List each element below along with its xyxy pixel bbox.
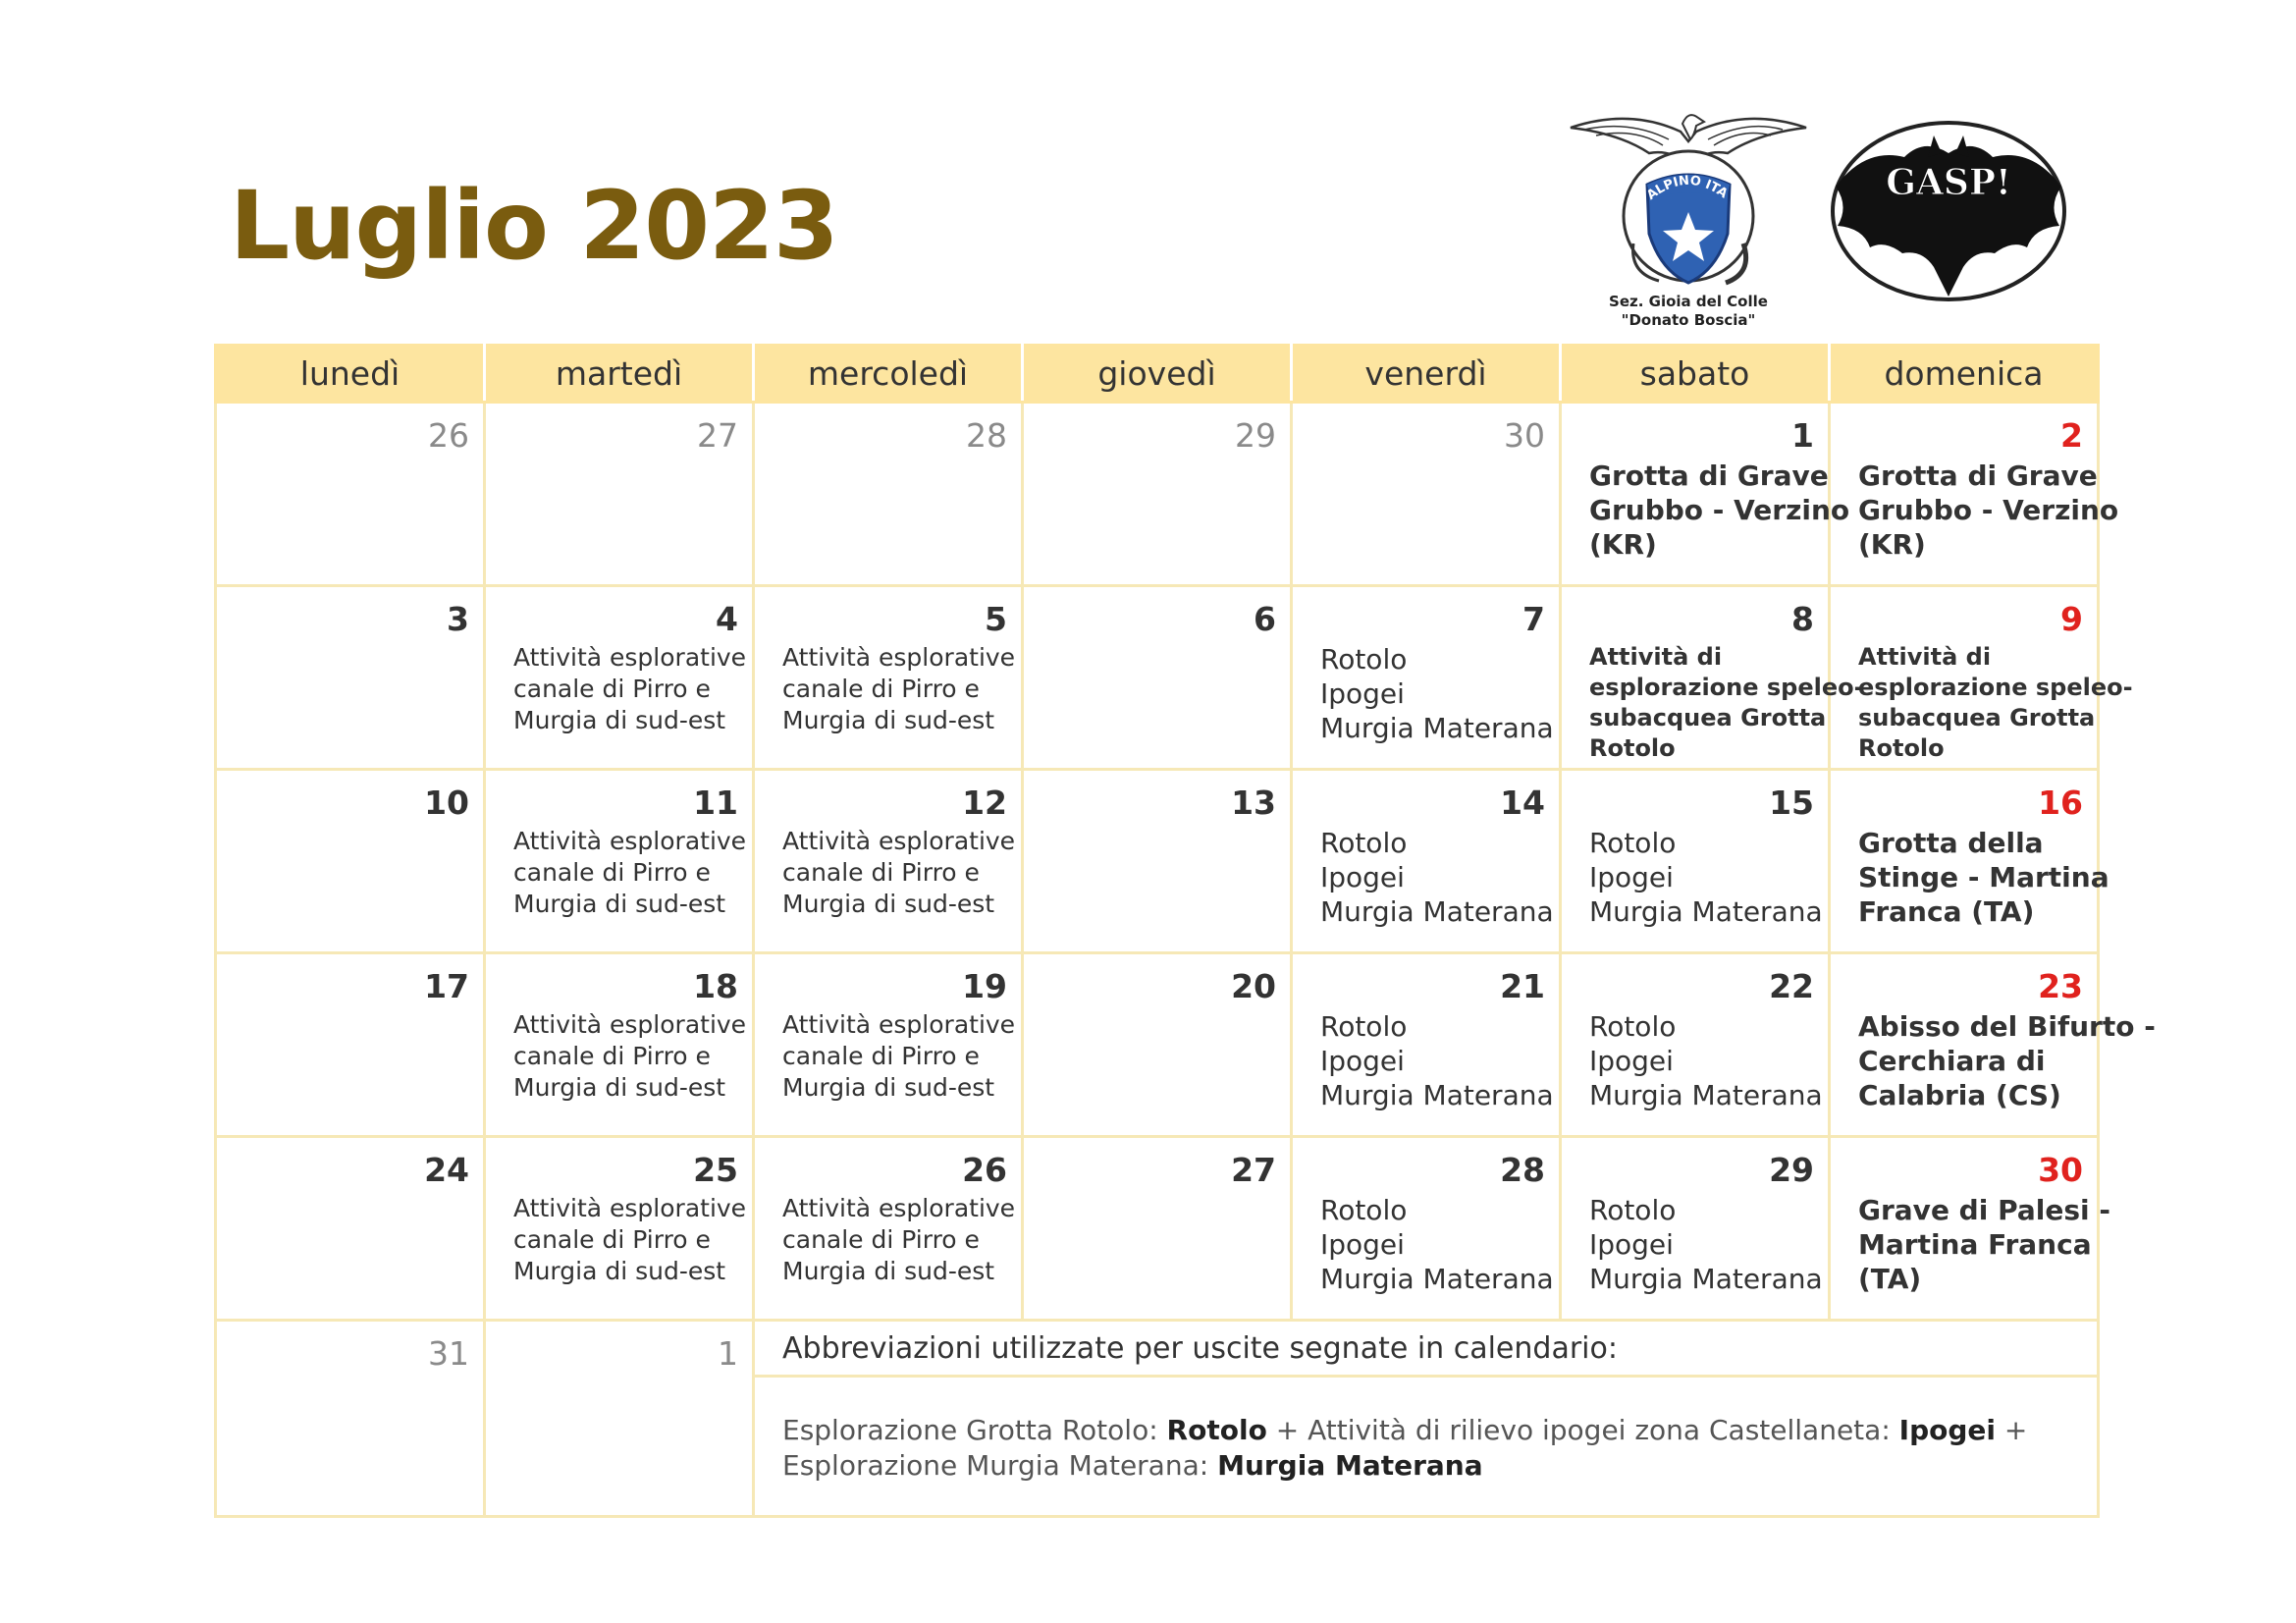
day-number: 23 xyxy=(2038,967,2083,1005)
event-line: Murgia Materana xyxy=(1320,1263,1554,1295)
day-cell xyxy=(485,953,754,1137)
day-number: 20 xyxy=(1231,967,1276,1005)
event-line: Attività esplorative xyxy=(782,1194,1016,1222)
event-text xyxy=(1831,455,2119,562)
day-number: 3 xyxy=(447,600,469,638)
event-line: Murgia Materana xyxy=(1589,1263,1823,1295)
event-text xyxy=(1831,822,2109,929)
legend-abbr-murgia: Murgia Materana xyxy=(1217,1449,1483,1482)
event-text xyxy=(1293,1189,1559,1296)
day-cell xyxy=(1561,1137,1830,1321)
day-number: 28 xyxy=(1500,1151,1545,1189)
event-line: Rotolo xyxy=(1858,734,1945,762)
event-line: (TA) xyxy=(1858,1263,1922,1295)
event-line: Ipogei xyxy=(1589,861,1674,893)
event-line: (KR) xyxy=(1858,528,1926,561)
legend-title: Abbreviazioni utilizzate per uscite segnate in calendario: xyxy=(782,1331,1618,1366)
day-number: 14 xyxy=(1500,784,1545,822)
event-line: Grubbo - Verzino xyxy=(1858,494,2119,526)
event-line: Rotolo xyxy=(1320,1010,1408,1043)
day-number: 10 xyxy=(424,784,469,822)
event-text xyxy=(486,1189,752,1287)
event-line: Murgia Materana xyxy=(1320,1079,1554,1111)
day-cell xyxy=(1292,770,1561,953)
event-line: Murgia Materana xyxy=(1320,712,1554,744)
day-cell xyxy=(1292,586,1561,770)
day-cell xyxy=(1023,1137,1292,1321)
day-number: 8 xyxy=(1791,600,1814,638)
event-line: Grave di Palesi - xyxy=(1858,1194,2110,1226)
day-number: 15 xyxy=(1769,784,1814,822)
day-number: 29 xyxy=(1235,416,1276,455)
legend-abbr-ipogei: Ipogei xyxy=(1898,1414,1996,1446)
legend-title-cell xyxy=(754,1321,2099,1377)
day-cell xyxy=(485,403,754,586)
event-line: Attività esplorative xyxy=(513,827,747,855)
calendar-week-5 xyxy=(216,1137,2099,1321)
weekday-4: venerdì xyxy=(1292,346,1561,403)
event-text xyxy=(486,822,752,920)
day-cell xyxy=(1292,1137,1561,1321)
event-text xyxy=(486,638,752,736)
day-cell xyxy=(1561,953,1830,1137)
day-cell xyxy=(1292,403,1561,586)
event-line: Rotolo xyxy=(1320,1194,1408,1226)
cai-eagle-shield-icon xyxy=(1561,106,1816,298)
event-text xyxy=(1562,455,1850,562)
day-number: 1 xyxy=(718,1334,738,1373)
event-line: Rotolo xyxy=(1589,1194,1677,1226)
event-line: Grubbo - Verzino xyxy=(1589,494,1850,526)
event-line: Abisso del Bifurto - xyxy=(1858,1010,2156,1043)
gaspi-logo xyxy=(1826,118,2071,304)
weekday-header xyxy=(216,346,2099,403)
day-cell xyxy=(485,1137,754,1321)
weekday-0: lunedì xyxy=(216,346,485,403)
event-line: Cerchiara di xyxy=(1858,1045,2046,1077)
event-line: Murgia di sud-est xyxy=(513,706,726,734)
event-text xyxy=(1293,1005,1559,1112)
day-cell xyxy=(1561,403,1850,586)
day-number: 31 xyxy=(428,1334,469,1373)
event-line: Murgia Materana xyxy=(1320,895,1554,928)
day-cell-31 xyxy=(216,1321,485,1517)
event-line: Murgia di sud-est xyxy=(782,1073,995,1102)
day-number: 26 xyxy=(962,1151,1007,1189)
day-number: 17 xyxy=(424,967,469,1005)
day-cell xyxy=(216,770,485,953)
event-line: canale di Pirro e xyxy=(513,675,711,703)
event-line: Murgia Materana xyxy=(1589,895,1823,928)
event-line: Attività esplorative xyxy=(782,643,1016,672)
event-line: Attività esplorative xyxy=(513,1194,747,1222)
day-cell xyxy=(216,953,485,1137)
event-line: canale di Pirro e xyxy=(782,675,980,703)
day-number: 27 xyxy=(697,416,738,455)
event-line: Attività esplorative xyxy=(513,1010,747,1039)
day-cell xyxy=(754,403,1023,586)
event-line: Ipogei xyxy=(1320,677,1405,710)
gaspi-bat-icon xyxy=(1826,118,2071,304)
event-line: Stinge - Martina xyxy=(1858,861,2109,893)
day-number: 1 xyxy=(1791,416,1814,455)
day-number: 12 xyxy=(962,784,1007,822)
event-text xyxy=(1831,1005,2156,1112)
day-cell xyxy=(1561,770,1830,953)
weekday-5: sabato xyxy=(1561,346,1830,403)
event-line: Rotolo xyxy=(1320,643,1408,676)
event-line: (KR) xyxy=(1589,528,1657,561)
day-cell xyxy=(1561,586,1864,770)
event-line: Attività esplorative xyxy=(782,1010,1016,1039)
event-line: canale di Pirro e xyxy=(513,858,711,887)
day-number: 21 xyxy=(1500,967,1545,1005)
day-number: 16 xyxy=(2038,784,2083,822)
calendar-week-6 xyxy=(216,1321,2099,1377)
event-line: Rotolo xyxy=(1589,1010,1677,1043)
event-line: esplorazione speleo- xyxy=(1589,674,1864,701)
calendar-week-2 xyxy=(216,586,2099,770)
day-number: 19 xyxy=(962,967,1007,1005)
event-text xyxy=(1831,1189,2110,1296)
cai-section-line2: "Donato Boscia" xyxy=(1621,311,1756,329)
cai-section-line1: Sez. Gioia del Colle xyxy=(1609,293,1768,310)
legend-body-cell xyxy=(754,1377,2099,1517)
day-cell xyxy=(1023,586,1292,770)
day-cell xyxy=(485,770,754,953)
day-number: 26 xyxy=(428,416,469,455)
gaspi-text: GASP! xyxy=(1886,162,2011,203)
day-cell xyxy=(1830,953,2156,1137)
day-number: 9 xyxy=(2060,600,2083,638)
event-text xyxy=(755,638,1021,736)
event-line: Attività di xyxy=(1858,643,1992,671)
event-line: Franca (TA) xyxy=(1858,895,2035,928)
event-line: Ipogei xyxy=(1320,1228,1405,1261)
day-cell xyxy=(1830,586,2133,770)
event-line: Murgia Materana xyxy=(1589,1079,1823,1111)
event-text xyxy=(755,822,1021,920)
event-text xyxy=(1562,638,1864,764)
page-title: Luglio 2023 xyxy=(230,171,838,281)
event-text xyxy=(1562,822,1828,929)
event-text xyxy=(1293,822,1559,929)
day-cell xyxy=(754,770,1023,953)
weekday-3: giovedì xyxy=(1023,346,1292,403)
day-number: 5 xyxy=(985,600,1007,638)
event-text xyxy=(1831,638,2133,764)
day-number: 7 xyxy=(1522,600,1545,638)
day-cell xyxy=(1023,403,1292,586)
day-number: 25 xyxy=(693,1151,738,1189)
day-cell xyxy=(216,1137,485,1321)
day-number: 29 xyxy=(1769,1151,1814,1189)
event-line: Rotolo xyxy=(1589,734,1676,762)
event-line: Murgia di sud-est xyxy=(513,1257,726,1285)
event-line: canale di Pirro e xyxy=(782,1225,980,1254)
day-cell xyxy=(1023,953,1292,1137)
day-cell xyxy=(754,586,1023,770)
event-line: Murgia di sud-est xyxy=(782,890,995,918)
event-text xyxy=(1293,638,1559,745)
day-number: 30 xyxy=(1504,416,1545,455)
event-line: Ipogei xyxy=(1320,861,1405,893)
event-line: Attività esplorative xyxy=(782,827,1016,855)
day-number: 30 xyxy=(2038,1151,2083,1189)
day-number: 2 xyxy=(2060,416,2083,455)
day-cell xyxy=(1023,770,1292,953)
event-text xyxy=(1562,1189,1828,1296)
event-line: Ipogei xyxy=(1589,1045,1674,1077)
legend-text: Esplorazione Grotta Rotolo: Rotolo + Attività di rilievo ipogei zona Castellaneta: Ipogei + Esplorazione Murgia Materana: Murgia Materana xyxy=(782,1414,2028,1482)
day-number: 13 xyxy=(1231,784,1276,822)
event-line: Ipogei xyxy=(1320,1045,1405,1077)
legend-abbr-rotolo: Rotolo xyxy=(1166,1414,1267,1446)
day-number: 28 xyxy=(966,416,1007,455)
event-line: Martina Franca xyxy=(1858,1228,2092,1261)
day-cell-next-1 xyxy=(485,1321,754,1517)
event-line: canale di Pirro e xyxy=(782,858,980,887)
event-line: Attività esplorative xyxy=(513,643,747,672)
day-cell xyxy=(1830,770,2109,953)
event-line: Calabria (CS) xyxy=(1858,1079,2061,1111)
day-cell xyxy=(216,586,485,770)
event-line: Rotolo xyxy=(1589,827,1677,859)
calendar-week-4 xyxy=(216,953,2099,1137)
event-line: Grotta di Grave xyxy=(1858,460,2098,492)
event-line: Murgia di sud-est xyxy=(782,1257,995,1285)
weekday-2: mercoledì xyxy=(754,346,1023,403)
day-number: 22 xyxy=(1769,967,1814,1005)
event-line: esplorazione speleo- xyxy=(1858,674,2133,701)
day-number: 18 xyxy=(693,967,738,1005)
event-line: subacquea Grotta xyxy=(1589,704,1827,731)
event-line: Ipogei xyxy=(1589,1228,1674,1261)
calendar-week-1 xyxy=(216,403,2099,586)
day-cell xyxy=(754,953,1023,1137)
event-text xyxy=(755,1005,1021,1104)
event-line: Grotta di Grave xyxy=(1589,460,1829,492)
event-line: canale di Pirro e xyxy=(782,1042,980,1070)
event-text xyxy=(1562,1005,1828,1112)
event-line: canale di Pirro e xyxy=(513,1225,711,1254)
event-line: Attività di xyxy=(1589,643,1723,671)
day-number: 6 xyxy=(1254,600,1276,638)
day-cell xyxy=(754,1137,1023,1321)
event-line: Rotolo xyxy=(1320,827,1408,859)
day-number: 11 xyxy=(693,784,738,822)
day-cell xyxy=(1292,953,1561,1137)
event-text xyxy=(755,1189,1021,1287)
day-number: 4 xyxy=(716,600,738,638)
event-line: Murgia di sud-est xyxy=(513,890,726,918)
weekday-6: domenica xyxy=(1830,346,2099,403)
cai-logo xyxy=(1561,106,1816,337)
day-cell xyxy=(485,586,754,770)
event-text xyxy=(486,1005,752,1104)
day-cell xyxy=(1830,1137,2110,1321)
weekday-1: martedì xyxy=(485,346,754,403)
day-cell xyxy=(1830,403,2119,586)
day-cell xyxy=(216,403,485,586)
calendar-grid xyxy=(214,344,2156,1518)
event-line: subacquea Grotta xyxy=(1858,704,2096,731)
cai-ring-text: ALPINO ITA xyxy=(1644,173,1731,203)
day-number: 27 xyxy=(1231,1151,1276,1189)
event-line: canale di Pirro e xyxy=(513,1042,711,1070)
day-number: 24 xyxy=(424,1151,469,1189)
event-line: Grotta della xyxy=(1858,827,2044,859)
event-line: Murgia di sud-est xyxy=(782,706,995,734)
calendar-week-3 xyxy=(216,770,2099,953)
event-line: Murgia di sud-est xyxy=(513,1073,726,1102)
